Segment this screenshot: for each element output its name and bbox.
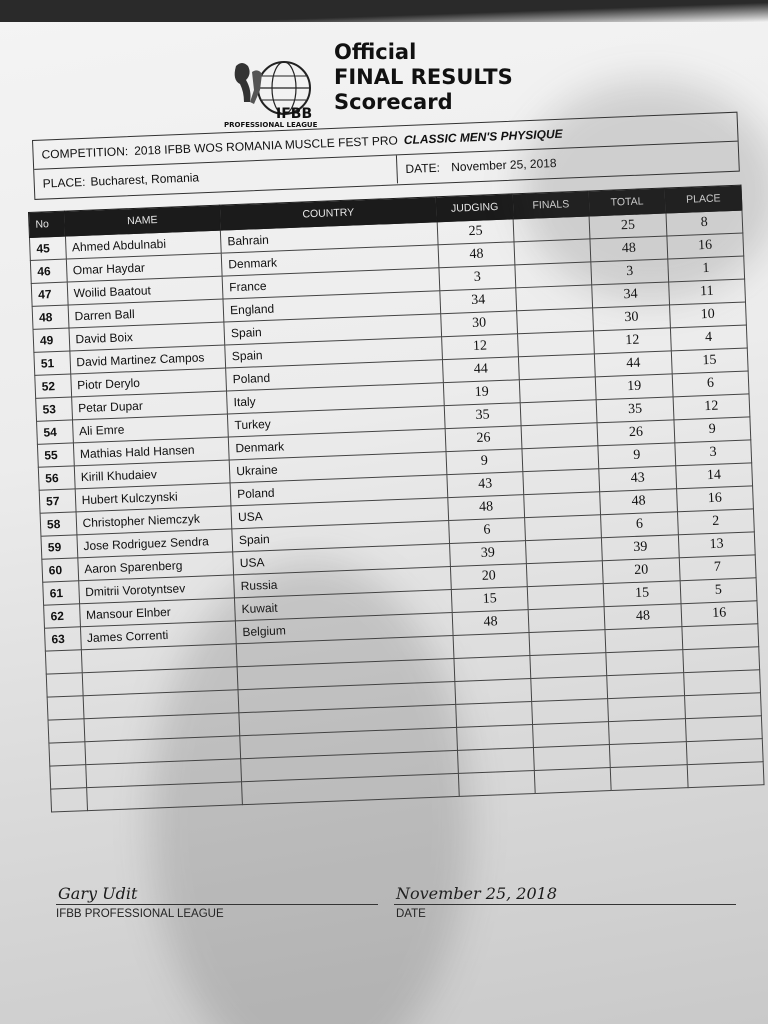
row-finals (518, 331, 595, 357)
row-judging: 34 (440, 288, 517, 314)
title-line-1: Official (334, 40, 417, 64)
row-total: 34 (592, 282, 669, 308)
row-finals (520, 400, 597, 426)
row-no: 52 (35, 374, 71, 398)
row-name: Ahmed Abdulnabi (65, 230, 221, 259)
row-finals (529, 630, 606, 656)
row-country: Belgium (236, 613, 453, 644)
row-country: Italy (227, 383, 444, 414)
row-total: 43 (599, 466, 676, 492)
row-judging (455, 679, 532, 705)
row-total: 48 (600, 489, 677, 515)
row-no: 63 (44, 627, 80, 651)
scorecard-title (334, 40, 513, 115)
row-judging: 9 (446, 449, 523, 475)
row-judging: 44 (442, 357, 519, 383)
row-total (611, 765, 688, 791)
row-place (684, 693, 761, 719)
row-place: 5 (680, 578, 757, 604)
row-finals (522, 446, 599, 472)
row-no (45, 650, 81, 674)
row-name: Mansour Elnber (79, 598, 235, 627)
row-finals (527, 584, 604, 610)
row-name: Aaron Sparenberg (77, 552, 233, 581)
row-judging (453, 633, 530, 659)
row-total (606, 650, 683, 676)
row-place (686, 739, 763, 765)
row-place: 9 (674, 417, 751, 443)
row-place: 1 (667, 256, 744, 282)
logo-subtext: PROFESSIONAL LEAGUE (224, 121, 318, 128)
row-place: 12 (673, 394, 750, 420)
row-judging: 26 (445, 426, 522, 452)
row-country: USA (231, 498, 448, 529)
row-finals (528, 607, 605, 633)
row-finals (526, 561, 603, 587)
place-label: PLACE: (42, 174, 86, 191)
row-name: David Martinez Campos (69, 345, 225, 374)
row-place: 15 (671, 348, 748, 374)
row-no: 56 (38, 466, 74, 490)
row-country: Turkey (228, 406, 445, 437)
header-judging: JUDGING (436, 194, 513, 222)
date-label: DATE: (405, 160, 441, 177)
row-place (683, 670, 760, 696)
date-value: November 25, 2018 (450, 155, 557, 175)
row-finals (525, 515, 602, 541)
row-judging (458, 770, 535, 796)
row-no (47, 696, 83, 720)
row-name: Dmitrii Vorotyntsev (78, 575, 234, 604)
row-finals (532, 699, 609, 725)
row-no (51, 788, 87, 812)
row-total: 6 (601, 512, 678, 538)
row-finals (530, 653, 607, 679)
row-name: Omar Haydar (66, 253, 222, 282)
row-total: 35 (597, 397, 674, 423)
row-total (609, 719, 686, 745)
row-judging (456, 725, 533, 751)
row-name: Hubert Kulczynski (75, 483, 231, 512)
row-country: Denmark (228, 429, 445, 460)
row-no: 60 (42, 558, 78, 582)
row-no: 59 (41, 535, 77, 559)
header-finals: FINALS (512, 191, 589, 219)
header-total: TOTAL (589, 188, 666, 216)
row-no: 51 (34, 351, 70, 375)
row-no: 54 (37, 420, 73, 444)
competition-label: COMPETITION: (41, 144, 129, 162)
row-country: Ukraine (229, 452, 446, 483)
title-line-3: Scorecard (334, 90, 453, 114)
row-country: USA (233, 544, 450, 575)
row-place: 16 (676, 486, 753, 512)
row-no: 48 (32, 305, 68, 329)
row-judging: 3 (439, 265, 516, 291)
row-name: David Boix (69, 322, 225, 351)
row-no: 61 (43, 581, 79, 605)
row-total: 30 (593, 305, 670, 331)
row-place: 8 (666, 210, 743, 236)
row-place: 16 (667, 233, 744, 259)
row-judging (456, 702, 533, 728)
row-no: 49 (33, 328, 69, 352)
row-country: Denmark (221, 245, 438, 276)
row-total (608, 696, 685, 722)
signature-label: IFBB PROFESSIONAL LEAGUE (56, 908, 224, 920)
row-total: 12 (594, 328, 671, 354)
row-finals (524, 492, 601, 518)
row-no: 46 (30, 259, 66, 283)
division-name: CLASSIC MEN'S PHYSIQUE (403, 126, 563, 148)
row-country: England (223, 291, 440, 322)
row-place: 10 (669, 302, 746, 328)
row-judging: 25 (437, 219, 514, 245)
row-name: Kirill Khudaiev (74, 460, 230, 489)
row-judging: 19 (443, 380, 520, 406)
row-name: Mathias Hald Hansen (73, 437, 229, 466)
row-judging: 20 (450, 564, 527, 590)
row-total: 48 (604, 604, 681, 630)
row-finals (531, 676, 608, 702)
row-country: Poland (230, 475, 447, 506)
header-name: NAME (64, 205, 220, 236)
place-value: Bucharest, Romania (90, 170, 200, 189)
row-place: 11 (668, 279, 745, 305)
row-name: Jose Rodriguez Sendra (77, 529, 233, 558)
logo-text: IFBB (276, 106, 313, 122)
row-no: 58 (40, 512, 76, 536)
row-country: Poland (226, 360, 443, 391)
row-name: Ali Emre (72, 414, 228, 443)
ifbb-globe-icon (222, 54, 332, 128)
row-judging: 35 (444, 403, 521, 429)
row-finals (521, 423, 598, 449)
row-judging: 15 (451, 587, 528, 613)
row-finals (526, 538, 603, 564)
row-total: 19 (596, 374, 673, 400)
header-country: COUNTRY (220, 197, 437, 230)
row-country: Spain (225, 337, 442, 368)
competition-name: 2018 IFBB WOS ROMANIA MUSCLE FEST PRO (133, 133, 399, 158)
row-total: 3 (591, 259, 668, 285)
row-name: Darren Ball (68, 299, 224, 328)
row-country: France (222, 268, 439, 299)
row-total: 20 (603, 558, 680, 584)
row-total (605, 627, 682, 653)
ifbb-logo (222, 54, 332, 128)
scorecard-header (222, 40, 542, 130)
row-place: 4 (670, 325, 747, 351)
row-total: 39 (602, 535, 679, 561)
row-judging: 48 (452, 610, 529, 636)
row-name: James Correnti (80, 621, 236, 650)
shadow (520, 80, 768, 300)
row-place (682, 624, 759, 650)
row-judging: 12 (441, 334, 518, 360)
title-line-2: FINAL RESULTS (334, 65, 513, 89)
row-judging: 39 (449, 541, 526, 567)
row-place: 16 (681, 601, 758, 627)
header-no: No (29, 211, 66, 237)
row-total (607, 673, 684, 699)
row-place: 3 (675, 440, 752, 466)
row-finals (516, 285, 593, 311)
row-no (49, 742, 85, 766)
row-total: 15 (604, 581, 681, 607)
row-country: Spain (224, 314, 441, 345)
row-place: 2 (677, 509, 754, 535)
row-total: 9 (598, 443, 675, 469)
row-finals (523, 469, 600, 495)
row-place: 14 (675, 463, 752, 489)
row-judging (454, 656, 531, 682)
row-no: 47 (31, 282, 67, 306)
row-total: 48 (590, 236, 667, 262)
row-country: Bahrain (221, 222, 438, 253)
row-no: 62 (44, 604, 80, 628)
row-no: 57 (39, 489, 75, 513)
row-name: Christopher Niemczyk (76, 506, 232, 535)
row-judging: 43 (447, 472, 524, 498)
row-place: 7 (679, 555, 756, 581)
row-country: Russia (234, 567, 451, 598)
row-no (48, 719, 84, 743)
row-total: 44 (595, 351, 672, 377)
header-place: PLACE (665, 185, 742, 213)
row-judging: 30 (441, 311, 518, 337)
row-no (46, 673, 82, 697)
row-place (685, 716, 762, 742)
row-judging: 48 (448, 495, 525, 521)
row-finals (517, 308, 594, 334)
row-judging (457, 747, 534, 773)
row-name: Piotr Derylo (70, 368, 226, 397)
row-finals (534, 768, 611, 794)
row-total: 26 (597, 420, 674, 446)
date-signature: November 25, 2018 (396, 884, 558, 903)
row-judging: 48 (438, 242, 515, 268)
row-finals (519, 354, 596, 380)
top-shadow (0, 0, 768, 22)
row-no: 45 (29, 236, 65, 260)
row-place (687, 762, 764, 788)
signature: Gary Udit (58, 884, 138, 903)
row-total: 25 (589, 213, 666, 239)
row-country: Spain (232, 521, 449, 552)
row-finals (519, 377, 596, 403)
date-footer-label: DATE (396, 908, 426, 920)
row-no: 55 (37, 443, 73, 467)
row-no: 53 (36, 397, 72, 421)
row-judging: 6 (448, 518, 525, 544)
row-name: Petar Dupar (71, 391, 227, 420)
row-total (610, 742, 687, 768)
row-country: Kuwait (235, 590, 452, 621)
row-place: 6 (672, 371, 749, 397)
row-place: 13 (678, 532, 755, 558)
row-name: Woilid Baatout (67, 276, 223, 305)
row-no (50, 765, 86, 789)
row-place (682, 647, 759, 673)
row-finals (533, 722, 610, 748)
row-finals (534, 745, 611, 771)
